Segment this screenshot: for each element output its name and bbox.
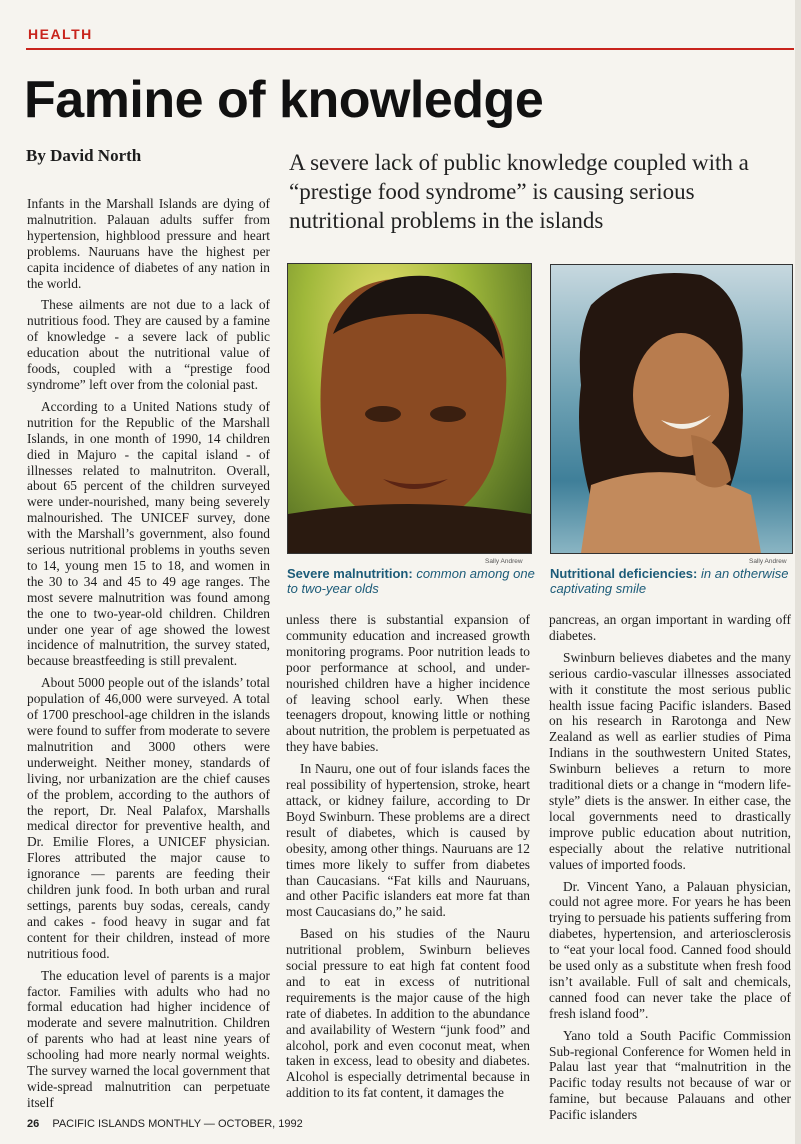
- byline: By David North: [26, 146, 142, 165]
- photo-credit: Sally Andrew: [749, 558, 787, 565]
- paragraph: The education level of parents is a major factor. Families with adults who had no formal education had higher incidence of moderate and severe malnutrition. Children of parents who had at least nine years of schooling had more nearly normal weights. The survey warned the local government that wide-spread malnutrition can perpetuate itself: [27, 967, 270, 1110]
- caption-text: in an otherwise captivating smile: [550, 566, 789, 596]
- paragraph: unless there is substantial expansion of community education and increased growth monitoring programs. Poor nutrition leads to poor performance at school, and under-nourished children have a higher incidence of leaving school early. When these teenagers dropout, knowing little or nothing about nutrition, the problem is perpetuated as they have babies.: [286, 612, 530, 755]
- section-label: HEALTH: [28, 26, 93, 42]
- paragraph: pancreas, an organ important in warding off diabetes.: [549, 612, 791, 643]
- headline: Famine of knowledge: [24, 71, 544, 129]
- paragraph: These ailments are not due to a lack of nutritious food. They are caused by a famine of knowledge - a severe lack of public education about the nutritional value of foods, coupled with a “prestige food syndrome” left over from the colonial past.: [27, 297, 270, 392]
- paragraph: According to a United Nations study of nutrition for the Republic of the Marshall Islands, in one month of 1990, 14 children died in Majuro - the capital island - of illnesses related to malnutriton. Overall, about 65 percent of the children surveyed were under-nourished, many being severely malnourished. The UNICEF survey, done with the Marshall’s government, also found serious nutritional problems in youths seven to 14, young men 15 to 18, and women in the 30 to 34 and 45 to 49 age ranges. The most severe malnutrition was found among the one to two-year-old children. Children under one year of age showed the lowest incidence of malnutrition, the survey stated, because breastfeeding is still prevalent.: [27, 398, 270, 669]
- photo-smiling-girl: [550, 264, 793, 554]
- caption-text: common among one to two-year olds: [287, 566, 535, 596]
- caption-lead: Severe malnutrition:: [287, 566, 413, 581]
- body-column-3: [549, 612, 791, 1129]
- paragraph: Dr. Vincent Yano, a Palauan physician, could not agree more. For years he has been trying to persuade his patients suffering from diabetes, hypertension, and arteriosclerosis to “eat your local food. Canned food should be used only as a substitute when fresh food isn’t available. Full of salt and chemicals, canned food can never take the place of fresh island food”.: [549, 878, 791, 1021]
- photo-crying-child: [287, 263, 532, 554]
- paragraph: Based on his studies of the Nauru nutritional problem, Swinburn believes social pressure to eat high fat content food and to eat in excess of nutritional requirements is the major cause of the high rate of diabetes. In addition to the abundance and availability of Western “junk food” and alcohol, pork and even coconut meat, when taken in excess, lead to obesity and diabetes. Alcohol is especially detrimental because in addition to its fat content, it damages the: [286, 926, 530, 1101]
- body-column-2: [286, 612, 530, 1107]
- crying-child-image: [288, 264, 531, 553]
- deck: A severe lack of public knowledge coupled with a “prestige food syndrome” is causing serious nutritional problems in the islands: [289, 150, 749, 233]
- publication-line: PACIFIC ISLANDS MONTHLY — OCTOBER, 1992: [52, 1118, 303, 1130]
- smiling-girl-image: [551, 265, 792, 553]
- paragraph: About 5000 people out of the islands’ total population of 46,000 were surveyed. A total of 1700 preschool-age children in the islands were found to suffer from moderate to severe malnutrition and 3000 others were underweight. Neither money, standards of living, nor urbanization are the chief causes of the problem, according to the authors of the report, Dr. Neal Palafox, Marshalls medical director for preventive health, and Dr. Emilie Flores, a UNICEF physician. Flores attributed the major cause to ignorance — parents are feeding their children junk food. In both urban and rural settings, parents buy sodas, cereals, candy and cakes - food heavy in sugar and fat content for their children, instead of more nutritious food.: [27, 675, 270, 961]
- paragraph: In Nauru, one out of four islands faces the real possibility of hypertension, stroke, heart attack, or kidney failure, according to Dr Boyd Swinburn. These problems are a direct result of diabetes, which is caused by obesity, among other things. Nauruans are 12 times more likely to suffer from diabetes than Caucasians. “Fat kills and Nauruans, and other Pacific islanders eat more fat than most Caucasians do,” he said.: [286, 761, 530, 920]
- paragraph: Yano told a South Pacific Commission Sub-regional Conference for Women held in Palau last year that “malnutrition in the Pacific today results not because of war or famine, but because Palauans and other Pacific islanders: [549, 1027, 791, 1123]
- caption-lead: Nutritional deficiencies:: [550, 566, 698, 581]
- page-edge: [795, 0, 801, 1144]
- photo-caption: [550, 566, 800, 596]
- section-rule: [26, 48, 794, 50]
- body-column-1: [27, 196, 270, 1117]
- page-footer: [27, 1118, 303, 1130]
- photo-caption: [287, 566, 537, 596]
- page-number: 26: [27, 1118, 40, 1130]
- photo-credit: Sally Andrew: [485, 558, 523, 565]
- paragraph: Swinburn believes diabetes and the many serious cardio-vascular illnesses associated with it constitute the most serious public health issue facing Pacific islanders. Based on his research in Rarotonga and New Zealand as well as earlier studies of Pima Indians in the southwestern United States, Swinburn believes a return to more traditional diets or a change in “modern life-style” diets is the answer. In either case, the local governments need to drastically improve public education about nutrition, especially about the relative nutritional values of imported foods.: [549, 649, 791, 872]
- paragraph: Infants in the Marshall Islands are dying of malnutrition. Palauan adults suffer from hypertension, highblood pressure and heart problems. Nauruans have the highest per capita incidence of diabetes of any nation in the world.: [27, 196, 270, 291]
